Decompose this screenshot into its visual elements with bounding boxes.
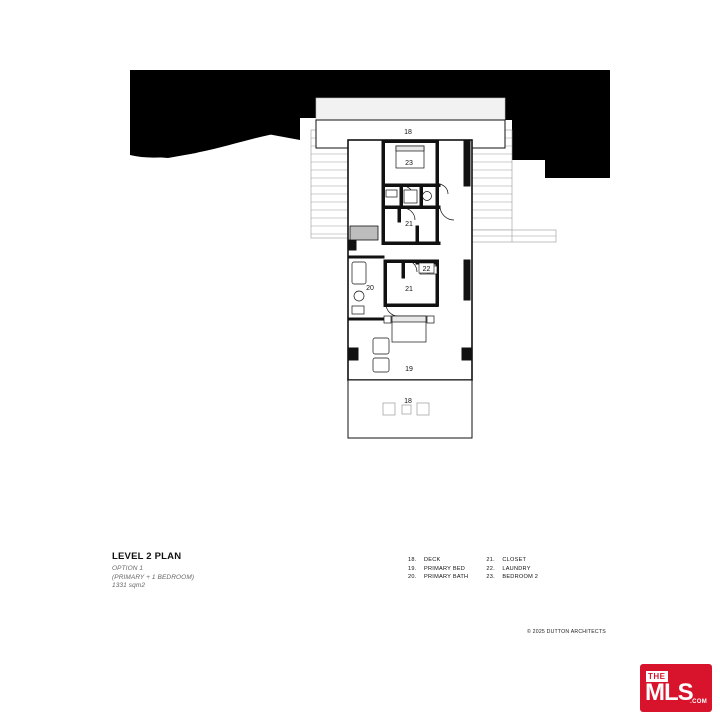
legend-num-22: 22. [486,565,495,572]
legend-num-18: 18. [408,557,417,563]
logo-dotcom-text: .COM [690,699,707,705]
legend-column-2 [486,556,538,582]
legend-label-18: DECK [424,557,441,563]
title-block [112,551,342,591]
label-laundry-group [419,263,434,273]
stair-shaft [350,226,378,240]
label-deck-bottom: 18 [404,398,412,405]
mls-logo [640,664,712,712]
label-primary-bed: 19 [405,366,413,373]
legend-label-19: PRIMARY BED [424,565,466,572]
area-label: 1331 sqm2 [112,582,146,589]
logo-mls-text: MLS [645,679,693,706]
label-closet-upper: 21 [405,221,413,228]
option-label: OPTION 1 [112,565,144,572]
legend-item-closet [486,556,538,565]
legend-item-bedroom-2 [486,573,538,582]
label-primary-bath: 20 [366,285,374,292]
label-deck-top: 18 [404,129,412,136]
legend-num-19: 19. [408,565,417,572]
label-closet-lower: 21 [405,286,413,293]
legend-num-20: 20. [408,574,417,581]
legend-item-deck [408,556,468,565]
legend-column-1 [408,556,468,582]
logo-the-text: THE [648,672,666,681]
page-title: LEVEL 2 PLAN [112,551,182,562]
legend-item-primary-bath [408,573,468,582]
legend-label-23: BEDROOM 2 [502,574,539,581]
copyright-notice: © 2025 DUTTON ARCHITECTS [527,629,606,635]
program-label: (PRIMARY + 1 BEDROOM) [112,573,195,581]
legend-num-23: 23. [486,574,495,581]
upper-deck-slab [316,98,505,120]
legend [408,556,538,582]
legend-num-21: 21. [486,557,495,563]
legend-label-20: PRIMARY BATH [424,574,469,581]
legend-label-21: CLOSET [502,557,527,563]
legend-label-22: LAUNDRY [502,565,531,572]
legend-item-primary-bed [408,565,468,574]
label-laundry: 22 [422,266,431,273]
label-bedroom-2: 23 [405,160,413,167]
legend-item-laundry [486,565,538,574]
